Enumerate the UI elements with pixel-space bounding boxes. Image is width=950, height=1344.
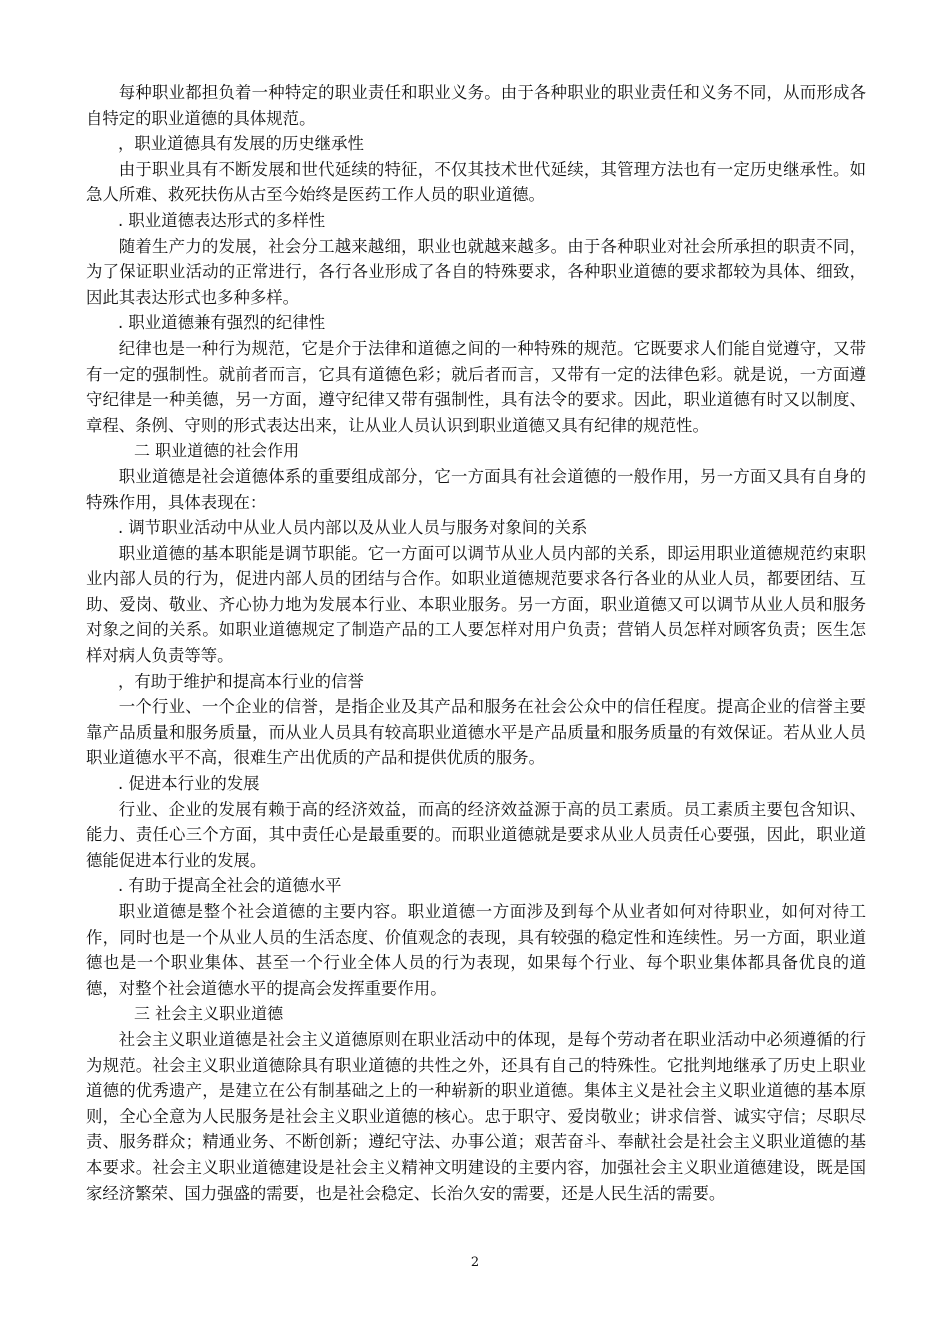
heading-historical-inheritance: ，职业道德具有发展的历史继承性	[118, 134, 364, 154]
heading-discipline: . 职业道德兼有强烈的纪律性	[118, 313, 326, 333]
body-text	[86, 80, 866, 1206]
heading-diverse-forms: . 职业道德表达形式的多样性	[118, 210, 326, 230]
para-social-role-intro: 职业道德是社会道德体系的重要组成部分，它一方面具有社会道德的一般作用，另一方面又具有自身的特殊作用，具体表现在：	[86, 466, 866, 512]
heading-development: . 促进本行业的发展	[118, 774, 260, 794]
para-reputation: 一个行业、一个企业的信誉，是指企业及其产品和服务在社会公众中的信任程度。提高企业的信誉主要靠产品质量和服务质量，而从业人员具有较高职业道德水平是产品质量和服务质量的有效保证。若从业人员职业道德水平不高，很难生产出优质的产品和提供优质的服务。	[86, 697, 866, 768]
heading-regulate: . 调节职业活动中从业人员内部以及从业人员与服务对象间的关系	[118, 518, 588, 538]
para-development: 行业、企业的发展有赖于高的经济效益，而高的经济效益源于高的员工素质。员工素质主要包含知识、能力、责任心三个方面，其中责任心是最重要的。而职业道德就是要求从业人员责任心要强，因此，职业道德能促进本行业的发展。	[86, 799, 866, 870]
section-social-role: 二 职业道德的社会作用	[134, 441, 300, 461]
heading-reputation: ，有助于维护和提高本行业的信誉	[118, 671, 364, 691]
para-responsibility: 每种职业都担负着一种特定的职业责任和职业义务。由于各种职业的职业责任和义务不同，从而形成各自特定的职业道德的具体规范。	[86, 83, 866, 128]
para-historical-inheritance: 由于职业具有不断发展和世代延续的特征，不仅其技术世代延续，其管理方法也有一定历史继承性。如急人所难、救死扶伤从古至今始终是医药工作人员的职业道德。	[86, 159, 866, 205]
para-moral-level: 职业道德是整个社会道德的主要内容。职业道德一方面涉及到每个从业者如何对待职业，如何对待工作，同时也是一个从业人员的生活态度、价值观念的表现，具有较强的稳定性和连续性。另一方面，职业道德也是一个职业集体、甚至一个行业全体人员的行为表现，如果每个行业、每个职业集体都具备优良的道德，对整个社会道德水平的提高会发挥重要作用。	[86, 902, 866, 998]
heading-moral-level: . 有助于提高全社会的道德水平	[118, 876, 342, 896]
para-regulate: 职业道德的基本职能是调节职能。它一方面可以调节从业人员内部的关系，即运用职业道德规范约束职业内部人员的行为，促进内部人员的团结与合作。如职业道德规范要求各行各业的从业人员，都要团结、互助、爱岗、敬业、齐心协力地为发展本行业、本职业服务。另一方面，职业道德又可以调节从业人员和服务对象之间的关系。如职业道德规定了制造产品的工人要怎样对用户负责；营销人员怎样对顾客负责；医生怎样对病人负责等等。	[86, 543, 866, 666]
para-discipline: 纪律也是一种行为规范，它是介于法律和道德之间的一种特殊的规范。它既要求人们能自觉遵守，又带有一定的强制性。就前者而言，它具有道德色彩；就后者而言，又带有一定的法律色彩。就是说，一方面遵守纪律是一种美德，另一方面，遵守纪律又带有强制性，具有法令的要求。因此，职业道德有时又以制度、章程、条例、守则的形式表达出来，让从业人员认识到职业道德又具有纪律的规范性。	[86, 338, 866, 435]
section-socialist: 三 社会主义职业道德	[134, 1004, 284, 1024]
para-socialist: 社会主义职业道德是社会主义道德原则在职业活动中的体现，是每个劳动者在职业活动中必须遵循的行为规范。社会主义职业道德除具有职业道德的共性之外，还具有自己的特殊性。它批判地继承了历史上职业道德的优秀遗产，是建立在公有制基础之上的一种崭新的职业道德。集体主义是社会主义职业道德的基本原则，全心全意为人民服务是社会主义职业道德的核心。忠于职守、爱岗敬业；讲求信誉、诚实守信；尽职尽责、服务群众；精通业务、不断创新；遵纪守法、办事公道；艰苦奋斗、奉献社会是社会主义职业道德的基本要求。社会主义职业道德建设是社会主义精神文明建设的主要内容，加强社会主义职业道德建设，既是国家经济繁荣、国力强盛的需要，也是社会稳定、长治久安的需要，还是人民生活的需要。	[86, 1029, 866, 1203]
para-diverse-forms: 随着生产力的发展，社会分工越来越细，职业也就越来越多。由于各种职业对社会所承担的职责不同，为了保证职业活动的正常进行，各行各业形成了各自的特殊要求，各种职业道德的要求都较为具体、细致，因此其表达形式也多种多样。	[86, 236, 866, 307]
page-number: 2	[470, 1255, 480, 1270]
